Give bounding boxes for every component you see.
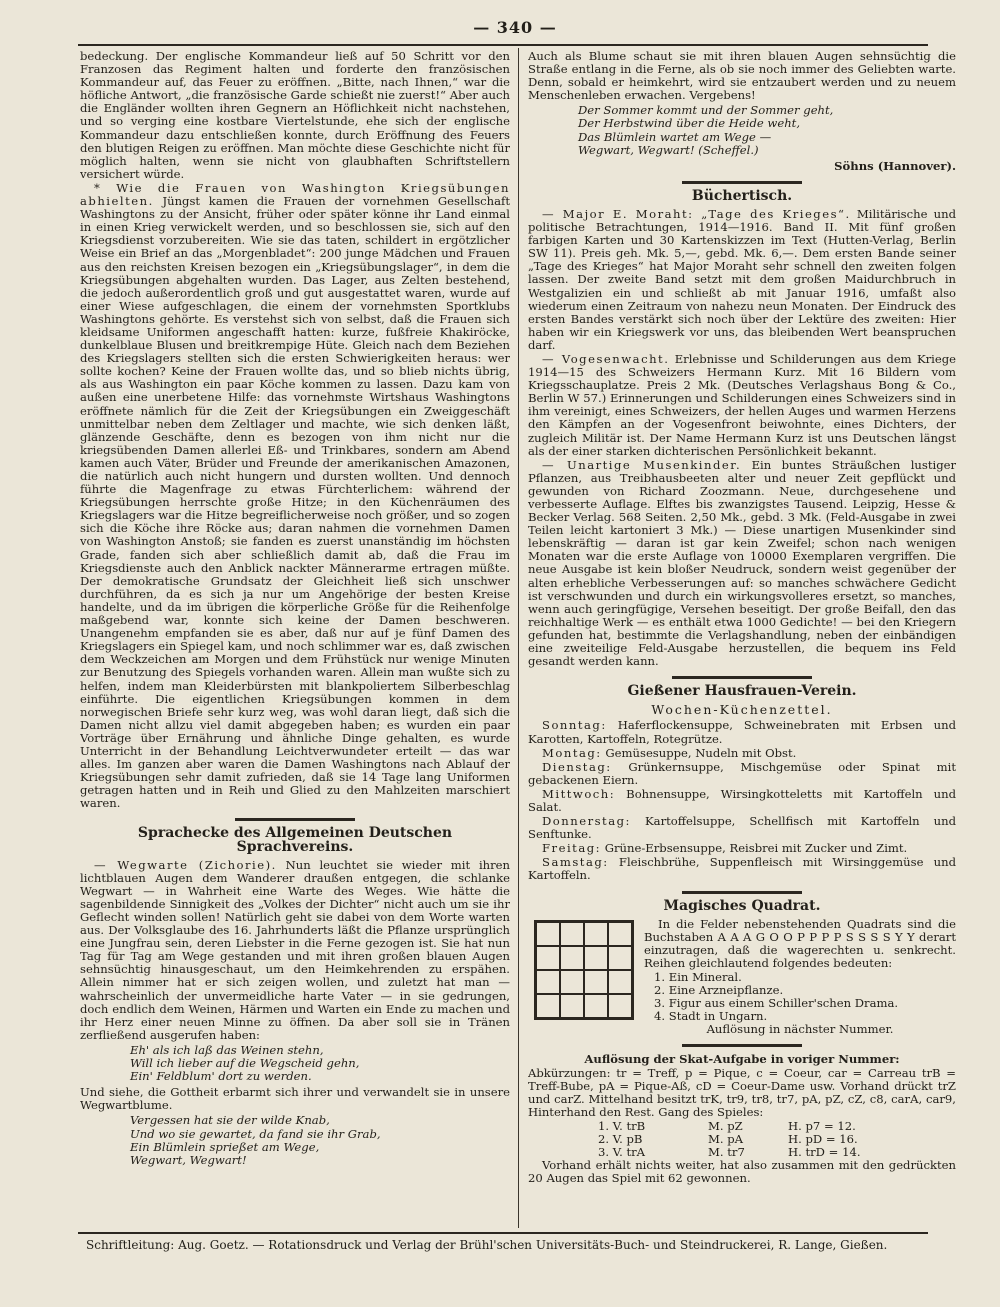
page-number: — 340 — (473, 18, 557, 37)
article-text: Jüngst kamen die Frauen der vornehmen Gesellschaft Washingtons zu der Ansicht, früher oder später könne ihr Land einmal in einen Krieg verwickelt werden, und so beschlossen sie, sich auf den Kriegsdienst vorzubereiten. Wie sie das taten, schildert in ergötzlicher Weise ein Brief an das „Morgenbladet“: 200 junge Mädchen und Frauen aus den reichsten Kreisen bezogen ein „Kriegsübungslager“, in dem die Kriegsübungen abgehalten wurden. Das Lager, aus Zelten bestehend, die jedoch außerordentlich groß und gut ausgestattet waren, wurde auf einer Wiese aufgeschlagen, die einem der vornehmsten Sportklubs Washingtons gehörte. Es verstehst sich von selbst, daß die Frauen sich kleidsame Uniformen angeschafft hatten: kurze, fußfreie Khakiröcke, dunkelblaue Blusen und breitkrempige Hüte. Gleich nach dem Beziehen des Kriegslagers stellten sich die ersten Schwierigkeiten heraus: wer sollte kochen? Keine der Frauen wollte das, und so blieb nichts übrig, als aus Washington ein paar Köche kommen zu lassen. Dazu kam von außen eine unerbetene Hilfe: das vornehmste Wirtshaus Washingtons eröffnete nämlich für die Zeit der Kriegsübungen ein Zweiggeschäft unmittelbar neben dem Zeltlager und machte, wie sich denken läßt, glänzende Geschäfte, denn es bezogen von ihm nicht nur die kriegsübenden Damen allerlei Eß- und Trinkbares, sondern am Abend kamen auch Väter, Brüder und Freunde der amerikanischen Amazonen, die natürlich auch nicht hungern und dursten wollten. Und dennoch führte die Magenfrage zu etwas Fürchterlichem: während der Kriegsübungen herrschte große Hitze; in den Küchenräumen des Kriegslagers war die Hitze begreiflicherweise noch größer, und so zogen sich die Köche ihre Röcke aus; daran nahmen die vornehmen Damen von Washington Anstoß; sie fanden es zuerst unanständig im höchsten Grade, fanden sich aber schließlich damit ab, daß die Frau im Kriegsdienste auch den Anblick nackter Männerarme ertragen müßte. Der demokratische Grundsatz der Gleichheit ließ sich unschwer durchführen, da es sich ja nur um Angehörige der besten Kreise handelte, und da im übrigen die körperliche Größe für die Reihenfolge maßgebend war, konnte sich keine der Damen beschweren. Unangenehm empfanden sie es aber, daß nur auf je fünf Damen des Kriegslagers ein Spiegel kam, und noch schlimmer war es, daß zwischen dem Weckzeichen am Morgen und dem Frühstück nur wenige Minuten zur Benutzung des Spiegels vorhanden waren. Allein man wußte sich zu helfen, indem man Kleiderbürsten mit blankpoliertem Silberbeschlag einführte. Die eigentlichen Kriegsübungen kommen in dem norwegischen Briefe sehr kurz weg, was wohl daran liegt, daß sich die Damen nicht allzu viel damit abgegeben haben; es wurden ein paar Vorträge über Ernährung und ähnliche Dinge gehalten, es wurde Unterricht in der Behandlung Leichtverwundeter erteilt — das war alles. Im ganzen aber waren die Damen Washingtons nach Ablauf der Kriegsübungen sehr damit zufrieden, daß sie 14 Tage lang Uniformen getragen hatten und in Reih und Glied zu den Mahlzeiten marschiert waren. (80, 194, 510, 811)
magic-square-grid (534, 920, 634, 1020)
menu-item (528, 719, 956, 745)
skat-heading: Auflösung der Skat-Aufgabe in voriger Nummer: (584, 1052, 900, 1067)
review-title: — Vogesenwacht. (542, 351, 670, 366)
footer-rule (78, 1232, 928, 1234)
puzzle-clue: 2. Eine Arzneipflanze. (654, 983, 784, 998)
menu-list (528, 719, 956, 882)
skat-move: H. pD = 16. (788, 1132, 858, 1147)
puzzle-block (528, 918, 956, 1037)
skat-conclusion: Vorhand erhält nichts weiter, hat also zusammen mit den gedrückten 20 Augen das Spiel mit 62 gewonnen. (528, 1158, 956, 1186)
skat-moves (528, 1120, 956, 1159)
verse-line: Will ich lieber auf die Wegscheid gehn, (130, 1056, 360, 1071)
article-paragraph: Und siehe, die Gottheit erbarmt sich ihrer und verwandelt sie in unsere Wegwartblume. (80, 1085, 510, 1113)
verse-line: Vergessen hat sie der wilde Knab, (130, 1113, 330, 1128)
verse-block (130, 1044, 510, 1083)
skat-move: 2. V. pB (598, 1132, 643, 1147)
menu-text: Bohnensuppe, Wirsingkotteletts mit Kartoffeln und Salat. (528, 786, 956, 814)
section-separator (682, 891, 802, 894)
verse-line: Ein' Feldblum' dort zu werden. (130, 1069, 312, 1084)
section-heading-buechertisch: Büchertisch. (691, 187, 793, 204)
menu-day: Donnerstag: (542, 814, 631, 829)
column-divider (518, 48, 519, 1228)
section-separator (672, 676, 812, 679)
menu-text: Haferflockensuppe, Schweinebraten mit Erbsen und Karotten, Kartoffeln, Rotegrütze. (528, 718, 956, 746)
puzzle-clues (644, 971, 956, 1023)
skat-move: 1. V. trB (598, 1118, 646, 1133)
skat-move: 3. V. trA (598, 1145, 646, 1160)
verse-line: Eh' als ich laß das Weinen stehn, (130, 1042, 324, 1057)
article-text: Nun leuchtet sie wieder mit ihren lichtblauen Augen dem Wanderer draußen entgegen, die schlanke Wegwart — in Wahrheit eine Warte des Weges. Wie hätte die sagenbildende Sinnigkeit des „Volkes der Dichter“ nicht auch um sie ihr Geflecht winden sollen! Natürlich geht sie dabei von dem Worte warten aus. Der Volksglaube des 16. Jahrhunderts läßt die Pflanze ursprünglich eine Jungfrau sein, deren Liebster in die Ferne gezogen ist. Sie hat nun Tag für Tag am Wege gestanden und mit ihren großen blauen Augen sehnsüchtig hinausgeschaut, um den Heimkehrenden zu erspähen. Allein nimmer hat er sich zeigen wollen, und zuletzt hat man — wahrscheinlich der unvermeidliche harte Vater — in sie gedrungen, doch endlich dem Weinen, Härmen und Warten ein Ende zu machen und ihr Herz einer neuen Minne zu öffnen. Da aber soll sie in Tränen zerfließend ausgerufen haben: (80, 857, 510, 1042)
menu-item (528, 788, 956, 814)
skat-move: M. tr7 (708, 1145, 745, 1160)
article-paragraph: bedeckung. Der englische Kommandeur ließ auf 50 Schritt vor den Franzosen das Regiment halten und forderte den französischen Kommandeur auf, das Feuer zu eröffnen. „Bitte, nach Ihnen,“ war die höfliche Antwort, „die französische Garde schießt nie zuerst!“ Aber auch die Engländer wollten ihren Gegnern an Höflichkeit nicht nachstehen, und so verging eine kostbare Viertelstunde, ehe sich der englische Kommandeur dazu entschließen konnte, durch Eröffnung des Feuers den blutigen Reigen zu eröffnen. Man möchte diese Geschichte nicht für möglich halten, wenn sie nicht von glaubhaften Schriftstellern versichert würde. (80, 50, 510, 181)
menu-day: Sonntag: (542, 718, 607, 733)
review-title: — Major E. Moraht: „Tage des Krieges“. (542, 206, 851, 221)
verse-line: Ein Blümlein sprießet am Wege, (130, 1139, 320, 1154)
review-text: Ein buntes Sträußchen lustiger Pflanzen, aus Treibhausbeeten alter und neuer Zeit gepflückt und gewunden von Richard Zoozmann. Neue, durchgesehene und verbesserte Auflage. Elftes bis zwanzigstes Tausend. Leipzig, Hesse & Becker Verlag. 568 Seiten. 2,50 Mk., gebd. 3 Mk. (Feld-Ausgabe in zwei Teilen leicht kartoniert 3 Mk.) — Diese unartigen Musenkinder sind lebenskräftig — daran ist gar kein Zweifel; schon nach wenigen Monaten war die erste Auflage von 10000 Exemplaren vergriffen. Die neue Ausgabe ist kein bloßer Neudruck, sondern weist gegenüber der alten erhebliche Verbesserungen auf: so manches schwächere Gedicht ist verschwunden und durch ein wirkungsvolleres ersetzt, so manches, wenn auch geringfügige, Versehen beseitigt. Der große Beifall, den das reichhaltige Werk — es enthält etwa 1000 Gedichte! — bei den Kriegern gefunden hat, bestimmte die Verlagshandlung, neben der einbändigen eine zweiteilige Feld-Ausgabe herzustellen, die bequem ins Feld gesandt werden kann. (528, 457, 956, 669)
menu-day: Samstag: (542, 855, 609, 870)
puzzle-answer-note: Auflösung in nächster Nummer. (706, 1022, 894, 1037)
puzzle-clue: 4. Stadt in Ungarn. (654, 1009, 768, 1024)
right-column (528, 50, 956, 1230)
section-heading-hausfrauen-verein: Gießener Hausfrauen-Verein. (627, 683, 857, 700)
verse-line: Der Sommer kommt und der Sommer geht, (578, 103, 834, 118)
puzzle-text (644, 918, 956, 1037)
book-review (528, 208, 956, 352)
author-signature: Söhns (Hannover). (834, 158, 956, 173)
menu-text: Grünkernsuppe, Mischgemüse oder Spinat mit gebackenen Eiern. (528, 759, 956, 787)
verse-block (578, 104, 956, 156)
menu-item (528, 761, 956, 787)
review-text: Erlebnisse und Schilderungen aus dem Kriege 1914—15 des Schweizers Hermann Kurz. Mit 16 Bildern vom Kriegsschauplatze. Preis 2 Mk. (Deutsches Verlagshaus Bong & Co., Berlin W 57.) Erinnerungen und Schilderungen eines Schweizers sind in ihm vereinigt, eines Schweizers, der hellen Auges und warmen Herzens den Kämpfen an der Vogesenfront beiwohnte, eines Dichters, der zugleich Militär ist. Der Name Hermann Kurz ist uns Deutschen längst als der einer starken dichterischen Persönlichkeit bekannt. (528, 351, 956, 458)
menu-item (528, 815, 956, 841)
verse-line: Wegwart, Wegwart! (Scheffel.) (578, 142, 759, 157)
puzzle-clue: 3. Figur aus einem Schiller'schen Drama. (654, 996, 899, 1011)
article-title: * Wie die Frauen von Washington Kriegsübungen abhielten. (80, 180, 510, 209)
section-subheading: Wochen-Küchenzettel. (651, 702, 833, 718)
section-separator (682, 181, 802, 184)
top-rule (78, 44, 928, 46)
menu-text: Kartoffelsuppe, Schellfisch mit Kartoffeln und Senftunke. (528, 814, 956, 842)
article-paragraph (80, 859, 510, 1042)
menu-day: Montag: (542, 745, 602, 760)
article-title: — Wegwarte (Zichorie). (94, 857, 277, 872)
review-title: — Unartige Musenkinder. (542, 457, 742, 472)
menu-text: Gemüsesuppe, Nudeln mit Obst. (605, 745, 797, 760)
skat-text: Abkürzungen: tr = Treff, p = Pique, c = Coeur, car = Carreau trB = Treff-Bube, pA = Pique-Aß, cD = Coeur-Dame usw. Vorhand drückt trZ und carZ. Mittelhand besitzt trK, tr9, tr8, tr7, pA, pZ, cZ, c8, carA, car9, Hinterhand den Rest. Gang des Spieles: (528, 1065, 956, 1119)
skat-move: M. pZ (708, 1118, 743, 1133)
left-column (80, 50, 510, 1230)
section-heading-magisches-quadrat: Magisches Quadrat. (663, 897, 821, 914)
puzzle-intro: In die Felder nebenstehenden Quadrats sind die Buchstaben A A A G O O P P P P S S S S Y Y derart einzutragen, daß die wagerechten u. senkrecht. Reihen gleichlautend folgendes bedeuten: (644, 916, 956, 970)
skat-move: M. pA (708, 1132, 744, 1147)
menu-item (528, 842, 956, 855)
article-paragraph (80, 182, 510, 811)
menu-text: Fleischbrühe, Suppenfleisch mit Wirsinggemüse und Kartoffeln. (528, 855, 956, 883)
skat-move: H. trD = 14. (788, 1145, 861, 1160)
verse-line: Und wo sie gewartet, da fand sie ihr Grab, (130, 1126, 381, 1141)
menu-text: Grüne-Erbsensuppe, Reisbrei mit Zucker und Zimt. (604, 841, 908, 856)
menu-day: Dienstag: (542, 759, 612, 774)
menu-item (528, 856, 956, 882)
imprint-footer: Schriftleitung: Aug. Goetz. — Rotationsdruck und Verlag der Brühl'schen Universitäts-Buch- und Steindruckerei, R. Lange, Gießen. (86, 1238, 888, 1252)
menu-item (528, 747, 956, 760)
verse-line: Wegwart, Wegwart! (130, 1152, 247, 1167)
section-separator (235, 818, 355, 821)
puzzle-clue: 1. Ein Mineral. (654, 970, 742, 984)
verse-line: Das Blümlein wartet am Wege — (578, 129, 772, 144)
article-paragraph: Auch als Blume schaut sie mit ihren blauen Augen sehnsüchtig die Straße entlang in die Ferne, als ob sie noch immer des Geliebten warte. Denn, sobald er heimkehrt, wird sie entzaubert werden und zu neuem Menschenleben erwachen. Vergebens! (528, 50, 956, 103)
section-heading-sprachecke: Sprachecke des Allgemeinen Deutschen Sprachvereins. (137, 825, 453, 855)
section-separator (682, 1044, 802, 1047)
menu-day: Freitag: (542, 841, 602, 856)
book-review (528, 353, 956, 458)
verse-line: Der Herbstwind über die Heide weht, (578, 116, 801, 131)
menu-day: Mittwoch: (542, 786, 616, 801)
book-review (528, 459, 956, 669)
review-text: Militärische und politische Betrachtungen, 1914—1916. Band II. Mit fünf großen farbigen Karten und 30 Kartenskizzen im Text (Hutten-Verlag, Berlin SW 11). Preis geh. Mk. 5,—, gebd. Mk. 6,—. Dem ersten Bande seiner „Tage des Krieges“ hat Major Moraht sehr schnell den zweiten folgen lassen. Der zweite Band setzt mit dem großen Maidurchbruch in Westgalizien ein und schließt ab mit Januar 1916, umfaßt also wiederum einen Zeitraum von nahezu neun Monaten. Der Eindruck des ersten Bandes verstärkt sich noch über der Lektüre des zweiten: Hier haben wir ein Kriegswerk vor uns, das bleibenden Wert beanspruchen darf. (528, 206, 956, 352)
skat-move: H. p7 = 12. (788, 1118, 856, 1133)
verse-block (130, 1114, 510, 1166)
